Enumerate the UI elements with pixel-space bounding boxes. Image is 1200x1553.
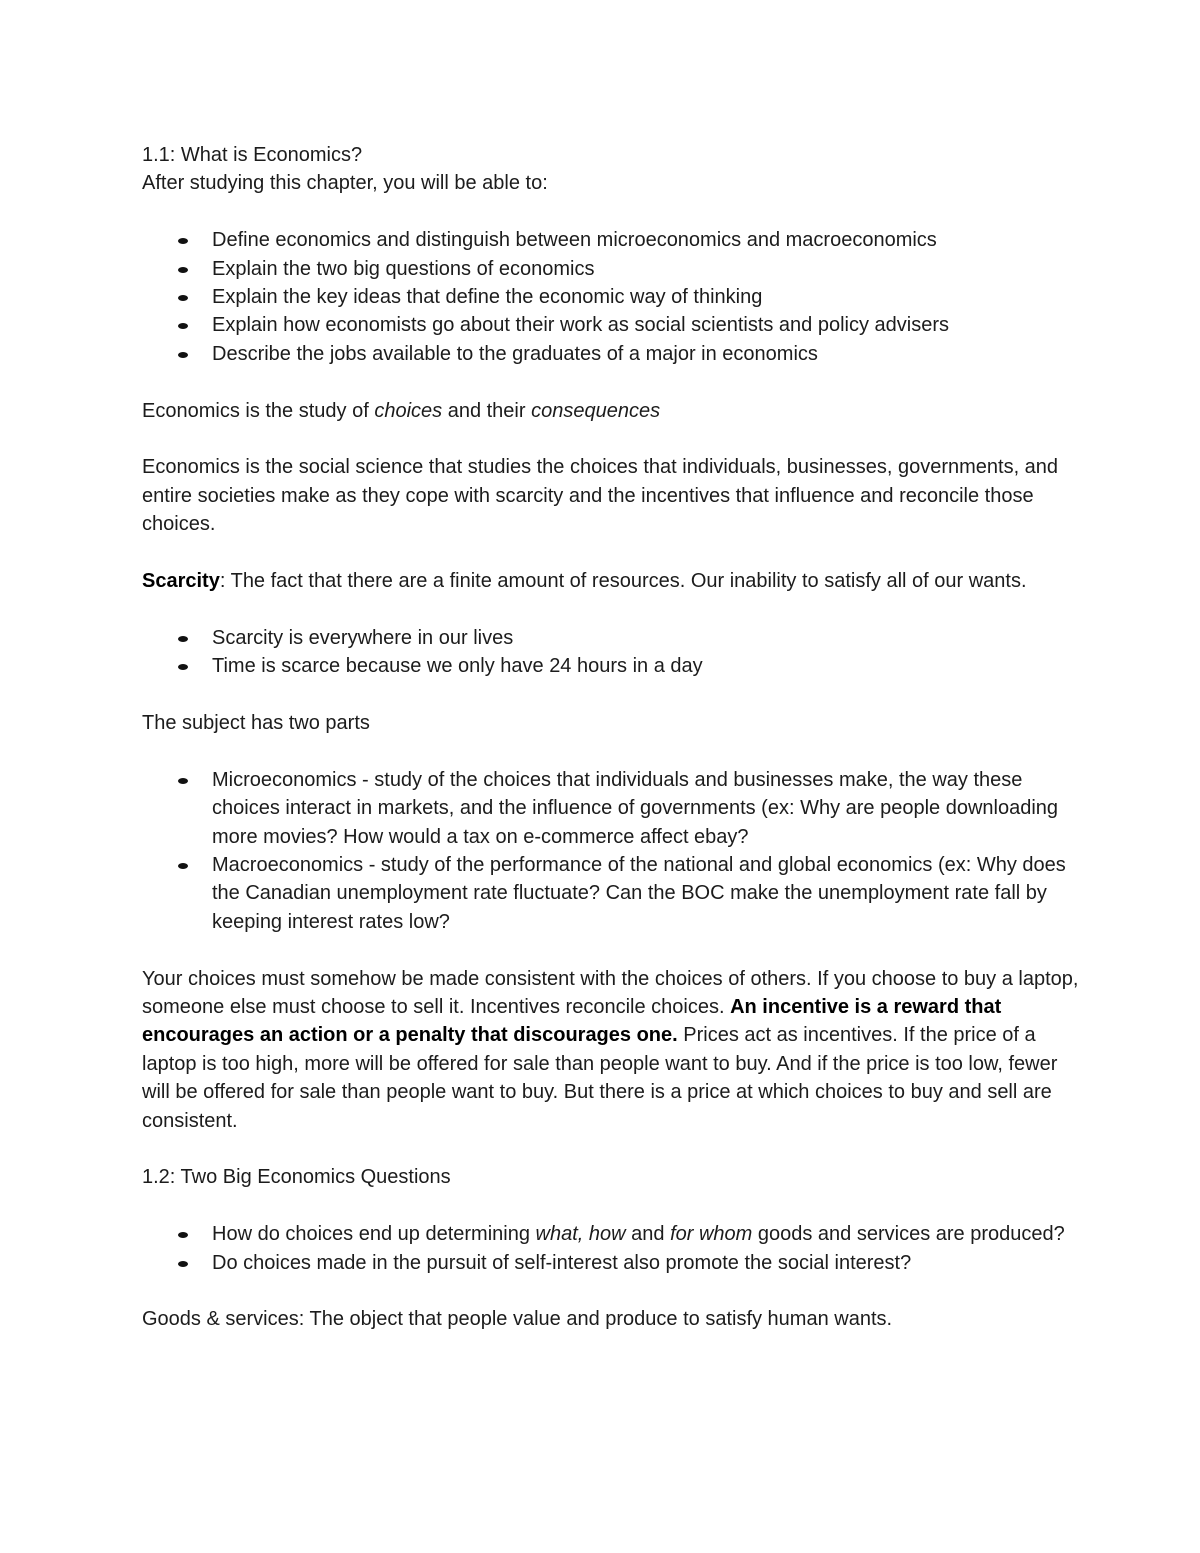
- scarcity-definition: Scarcity: The fact that there are a finite amount of resources. Our inability to satisfy all of our wants.: [142, 570, 1027, 593]
- scarcity-list: [142, 624, 1082, 681]
- list-item: Macroeconomics - study of the performance of the national and global economics (ex: Why does the Canadian unemployment rate fluctuate? Can the BOC make the unemployment rate fall by keeping interest rates low?: [142, 851, 1082, 936]
- intro-text: After studying this chapter, you will be able to:: [142, 172, 548, 195]
- social-science-paragraph: Economics is the social science that studies the choices that individuals, businesses, governments, and entire societies make as they cope with scarcity and the incentives that influence and reconcile those choices.: [142, 456, 1059, 536]
- scarcity-term: Scarcity: [142, 570, 220, 593]
- list-item: Do choices made in the pursuit of self-interest also promote the social interest?: [142, 1249, 1082, 1277]
- section-heading: 1.1: What is Economics?: [142, 144, 363, 166]
- italic-choices: choices: [374, 399, 443, 422]
- list-item: Time is scarce because we only have 24 hours in a day: [142, 652, 1082, 680]
- list-item: Scarcity is everywhere in our lives: [142, 624, 1082, 652]
- economics-definition: Economics is the study of choices and their consequences: [142, 399, 661, 422]
- list-item: Microeconomics - study of the choices that individuals and businesses make, the way these choices interact in markets, and the influence of governments (ex: Why are people downloading more movies? How would a tax on e-commerce affect ebay?: [142, 766, 1082, 851]
- incentive-definition: An incentive is a reward that encourages an action or a penalty that discourages one.: [142, 996, 1002, 1047]
- list-item: How do choices end up determining what, how and for whom goods and services are produced?: [142, 1220, 1082, 1248]
- list-item: Describe the jobs available to the graduates of a major in economics: [142, 340, 1082, 368]
- list-item: Explain the two big questions of economics: [142, 255, 1082, 283]
- section-heading: 1.2: Two Big Economics Questions: [142, 1166, 451, 1189]
- list-item: Explain how economists go about their work as social scientists and policy advisers: [142, 311, 1082, 339]
- list-item: Define economics and distinguish between microeconomics and macroeconomics: [142, 226, 1082, 254]
- questions-list: [142, 1220, 1082, 1277]
- italic-consequences: consequences: [531, 399, 661, 422]
- objectives-list: [142, 226, 1082, 368]
- parts-heading: The subject has two parts: [142, 712, 370, 735]
- parts-list: [142, 766, 1082, 936]
- list-item: Explain the key ideas that define the economic way of thinking: [142, 283, 1082, 311]
- incentives-paragraph: Your choices must somehow be made consistent with the choices of others. If you choose to buy a laptop, someone else must choose to sell it. Incentives reconcile choices. An incentive is a reward that encourages an action or a penalty that discourages one. Prices act as incentives. If the price of a laptop is too high, more will be offered for sale than people want to buy. And if the price is too low, fewer will be offered for sale than people want to buy. But there is a price at which choices to buy and sell are consistent.: [142, 967, 1079, 1132]
- document-page: [142, 141, 1082, 1334]
- goods-services-definition: Goods & services: The object that people value and produce to satisfy human wants.: [142, 1308, 893, 1331]
